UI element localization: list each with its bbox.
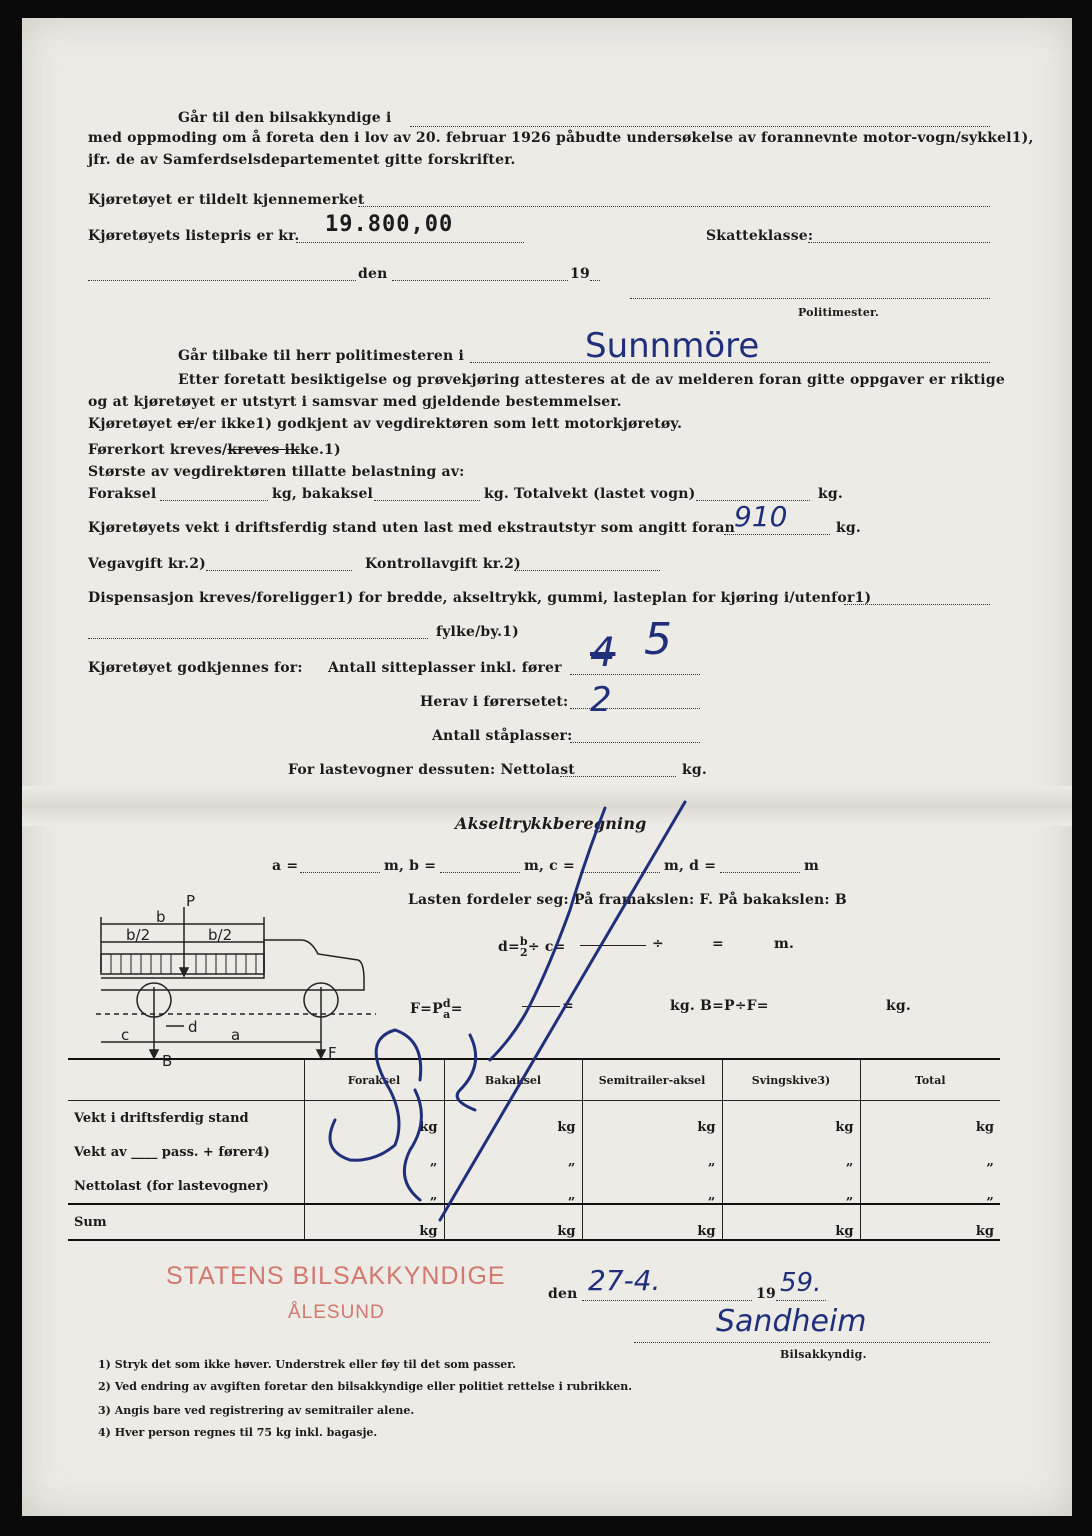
bakaksel-label: kg, bakaksel [272,486,374,502]
table-header-label [68,1059,304,1101]
cell: kg [722,1101,860,1136]
cell: kg [860,1204,1000,1240]
scrawl-stroke-4 [457,1035,475,1110]
kjennemerke-label: Kjøretøyet er tildelt kjennemerket [88,192,365,208]
cell: kg [304,1101,444,1136]
diagram-label-d: d [188,1018,198,1036]
d-formula-unit: m. [774,936,795,952]
cell: kg [582,1101,722,1136]
diagram-label-P: P [186,892,196,910]
a-label: a = [272,858,299,874]
cell: „ [304,1135,444,1169]
sum-label: Sum [68,1204,304,1240]
inspector-role: Bilsakkyndig. [780,1348,867,1361]
politimester-label: Politimester. [798,306,880,319]
signature-year-handwritten: 59. [780,1268,822,1298]
max-load-label: Største av vegdirektøren tillatte belastning av: [88,464,465,480]
seats-struck-value: 4 [590,630,616,676]
d-field [720,872,800,873]
header-line1: Går til den bilsakkyndige i [178,110,392,126]
seats-handwritten: 5 [644,614,672,665]
fylke-field [88,638,428,639]
driver-seat-label: Herav i førersetet: [420,694,569,710]
driver-seat-handwritten: 2 [590,680,612,720]
signature-line [634,1342,990,1343]
attest-line1: Etter foretatt besiktigelse og prøvekjøring attesteres at de av melderen foran gitte oppgaver er riktige [178,372,1005,388]
place-field [88,280,356,281]
listepris-field [296,242,524,243]
f-formula: F=Pd a= [410,997,463,1021]
signature-date-handwritten: 27-4. [588,1264,661,1297]
d-formula: d=b 2÷ c= [498,935,566,959]
skatteklasse-field [808,242,990,243]
signature-year-prefix: 19 [756,1286,776,1302]
official-stamp-line2: ÅLESUND [288,1302,385,1323]
b-formula: kg. B=P÷F= [670,998,769,1014]
footnote-3: 3) Angis bare ved registrering av semitrailer alene. [98,1404,415,1417]
scrawl-stroke-3 [404,1090,421,1200]
inspector-signature: Sandheim [716,1304,867,1339]
cell: kg [444,1101,582,1136]
year-field [590,280,600,281]
cell: „ [722,1169,860,1204]
table-header-semitrailer: Semitrailer-aksel [582,1059,722,1101]
diagram-label-b2-right: b/2 [208,926,233,944]
kjennemerke-field [358,206,990,207]
cell: „ [860,1169,1000,1204]
strike-diagonal [440,802,685,1220]
standing-label: Antall ståplasser: [432,728,573,744]
politimester-signature-line [630,298,990,299]
skatteklasse-label: Skatteklasse: [706,228,814,244]
rear-force-arrow [150,1050,158,1058]
vegavgift-label: Vegavgift kr.2) [88,556,206,572]
c-label: m, c = [524,858,575,874]
dotted-field [410,126,990,127]
bakaksel-field [374,500,480,501]
d-label: m, d = [664,858,717,874]
weight-field [724,534,830,535]
fylke-label: fylke/by.1) [436,624,519,640]
d-formula-minus: ÷ [652,936,664,952]
date-field [392,280,568,281]
scrawl-stroke-2 [330,1030,421,1160]
footnote-4: 4) Hver person regnes til 75 kg inkl. bagasje. [98,1426,378,1439]
vegavgift-field [206,570,352,571]
table-header-bakaksel: Bakaksel [444,1059,582,1101]
diagram-label-a: a [231,1026,241,1044]
handwritten-strike-mark [300,790,720,1230]
cell: „ [722,1135,860,1169]
weight-handwritten: 910 [734,500,788,533]
scrawl-stroke-1 [490,808,605,1060]
totalvekt-kg: kg. [818,486,843,502]
diagram-label-c: c [121,1026,130,1044]
signature-date-field [582,1300,752,1301]
listepris-label: Kjøretøyets listepris er kr. [88,228,300,244]
kontrollavgift-label: Kontrollavgift kr.2) [365,556,521,572]
returns-label: Går tilbake til herr politimesteren i [178,348,464,364]
kontrollavgift-field [514,570,660,571]
cell: „ [444,1169,582,1204]
lastevogn-field [560,776,676,777]
footnote-1: 1) Stryk det som ikke høver. Understrek eller føy til det som passer. [98,1358,516,1371]
table-header-svingskive: Svingskive3) [722,1059,860,1101]
cell: kg [860,1101,1000,1136]
m-label: m [804,858,820,874]
b-formula-kg: kg. [886,998,911,1014]
lastevogn-label: For lastevogner dessuten: Nettolast [288,762,575,778]
diagram-label-F: F [328,1044,337,1062]
cell: „ [582,1135,722,1169]
f-formula-eq: = [562,998,574,1014]
approved-line: Kjøretøyet er/er ikke1) godkjent av vegdirektøren som lett motorkjøretøy. [88,416,683,432]
cell: „ [582,1169,722,1204]
weight-kg: kg. [836,520,861,536]
signature-year-field [776,1300,826,1301]
dispensasjon-field [844,604,990,605]
cell: kg [722,1204,860,1240]
axle-title: Akseltrykkberegning [455,814,647,833]
standing-field [570,742,700,743]
b-label: m, b = [384,858,437,874]
approved-for-label: Kjøretøyet godkjennes for: [88,660,303,676]
table-header-foraksel: Foraksel [304,1059,444,1101]
load-arrow-head [180,968,188,976]
dispensasjon-label: Dispensasjon kreves/foreligger1) for bredde, akseltrykk, gummi, lasteplan for kjøring i/utenfor1) [88,590,872,606]
official-stamp-line1: STATENS BILSAKKYNDIGE [166,1262,506,1290]
lastevogn-kg: kg. [682,762,707,778]
diagram-label-b: b [156,908,166,926]
diagram-label-b2-left: b/2 [126,926,151,944]
cell: kg [444,1204,582,1240]
row-label: Vekt av ____ pass. + fører4) [74,1144,270,1160]
foraksel-field [160,500,268,501]
row-label: Vekt i driftsferdig stand [74,1110,249,1126]
header-line2: med oppmoding om å foreta den i lov av 20. februar 1926 påbudte undersøkelse av forannevnte motor-vogn/sykkel1), [88,130,1034,146]
weight-label: Kjøretøyets vekt i driftsferdig stand uten last med ekstrautstyr som angitt foran [88,520,736,536]
signature-den: den [548,1286,578,1302]
totalvekt-label: kg. Totalvekt (lastet vogn) [484,486,696,502]
foraksel-label: Foraksel [88,486,157,502]
table-header-total: Total [860,1059,1000,1101]
cell: kg [582,1204,722,1240]
year-prefix: 19 [570,266,590,282]
diagram-label-B: B [162,1052,173,1070]
cell: kg [304,1204,444,1240]
license-line: Førerkort kreves/kreves ikke.1) [88,442,341,458]
returns-handwritten: Sunnmöre [585,326,760,366]
den-label: den [358,266,388,282]
load-distribution-label: Lasten fordeler seg: På framakslen: F. På bakakslen: B [408,892,847,908]
seats-label: Antall sitteplasser inkl. fører [328,660,562,676]
cell: „ [304,1169,444,1204]
listepris-value: 19.800,00 [325,212,454,237]
attest-line2: og at kjøretøyet er utstyrt i samsvar med gjeldende bestemmelser. [88,394,622,410]
cell: „ [860,1135,1000,1169]
d-formula-eq: = [712,936,724,952]
footnote-2: 2) Ved endring av avgiften foretar den bilsakkyndige eller politiet rettelse i rubrikken. [98,1380,633,1393]
cell: „ [444,1135,582,1169]
header-line3: jfr. de av Samferdselsdepartementet gitte forskrifter. [88,152,516,168]
row-label: Nettolast (for lastevogner) [74,1178,269,1194]
